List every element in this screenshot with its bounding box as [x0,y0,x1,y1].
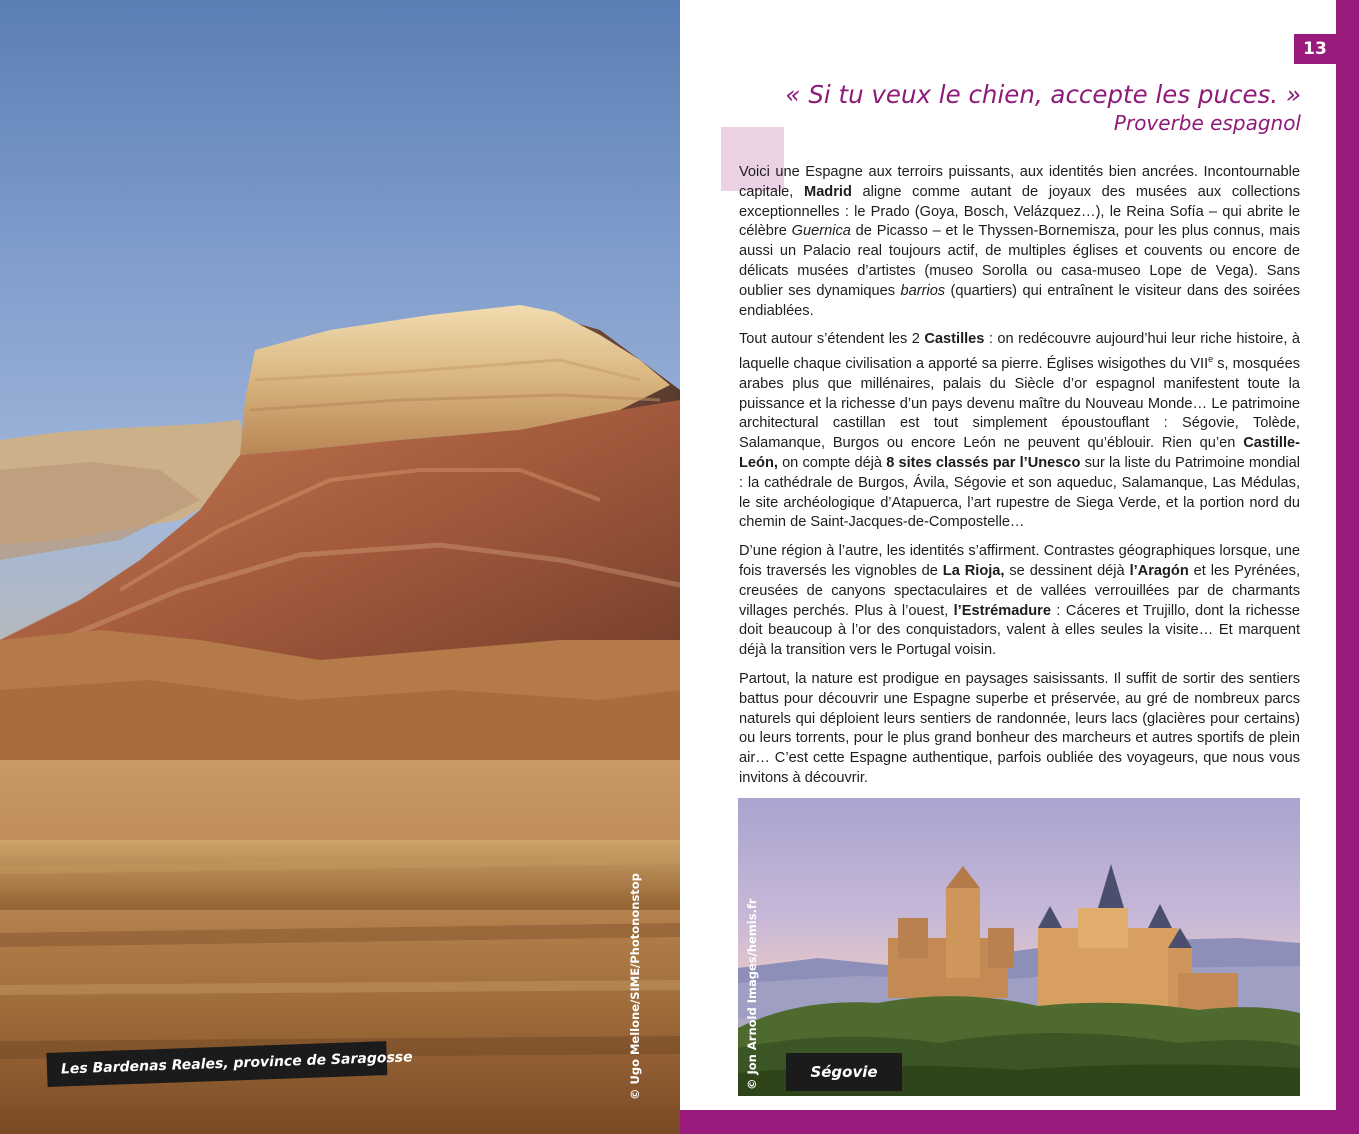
paragraph-nature: Partout, la nature est prodigue en paysages saisissants. Il suffit de sortir des sentiers battus pour découvrir une Espagne superbe et préservée, au gré de nombreux parcs naturels qui déploient leurs sentiers de randonnée, leurs lacs (glacières pour certains) ou leurs torrents, pour le plus grand bonheur des marcheurs et autres sportifs de plein air… C’est cette Espagne authentique, parfois oubliée des voyageurs, que nous vous invitons à découvrir. [739,670,1300,786]
paragraph-madrid: Voici une Espagne aux terroirs puissants, aux identités bien ancrées. Incontournable capitale, Madrid aligne comme autant de joyaux des musées aux collections exceptionnelles : le Prado (Goya, Bosch, Velázquez…), le Reina Sofía – qui abrite le célèbre Guernica de Picasso – et le Thyssen-Bornemisza, pour les plus connus, mais aussi un Palacio real toujours actif, de multiples églises et couvents ou encore de délicats musées d’artistes (museo Sorolla ou casa-museo Lope de Vega). Sans oublier ses dynamiques barrios (quartiers) qui entraînent le visiteur dans des soirées endiablées. [739,164,1301,319]
proverb-quote [785,80,1301,136]
alcazar-illustration [738,798,1300,1096]
right-photo-caption: Ségovie [786,1053,902,1091]
quote-author: Proverbe espagnol [1113,111,1301,135]
page-bottom-bar [680,1110,1359,1134]
left-photo-credit: © Ugo Mellone/SIME/Photononstop [628,873,642,1100]
article-body [739,163,1300,798]
segovia-photo [738,798,1300,1096]
quote-text: « Si tu veux le chien, accepte les puces. » [785,80,1301,109]
paragraph-regions: D’une région à l’autre, les identités s’affirment. Contrastes géographiques lorsque, une fois traversés les vignobles de La Rioja, se dessinent déjà l’Aragón et les Pyrénées, creusées de canyons spectaculaires et de vallées verrouillées par de charmants villages perchés. Plus à l’ouest, l’Estrémadure : Cáceres et Trujillo, dont la richesse doit beaucoup à l’or des conquistadors, valent à elles seules la visite… Et marquent déjà la transition vers le Portugal voisin. [739,543,1300,659]
right-photo-credit: © Jon Arnold Images/hemis.fr [745,898,759,1090]
page-number: 13 [1294,34,1336,64]
paragraph-castilles: Tout autour s’étendent les 2 Castilles : on redécouvre aujourd’hui leur riche histoire, à laquelle chaque civilisation a apporté sa pierre. Églises wisigothes du VIIe s, mosquées arabes plus que millénaires, palais du Siècle d’or espagnol manifestent toute la puissance et la richesse d’un pays devenu maître du Nouveau Monde… Le patrimoine architectural castillan est tout simplement époustouflant : Ségovie, Tolède, Salamanque, Burgos ou encore León ne peuvent qu’éblouir. Rien qu’en Castille-León, on compte déjà 8 sites classés par l’Unesco sur la liste du Patrimoine mondial : la cathédrale de Burgos, Ávila, Ségovie et son aqueduc, Salamanque, Las Médulas, le site archéologique d’Atapuerca, l’art rupestre de Siega Verde, et la portion nord du chemin de Saint-Jacques-de-Compostelle… [739,331,1300,531]
page-edge-bar [1336,0,1359,1134]
left-photo-caption: Les Bardenas Reales, province de Saragosse [46,1041,387,1087]
